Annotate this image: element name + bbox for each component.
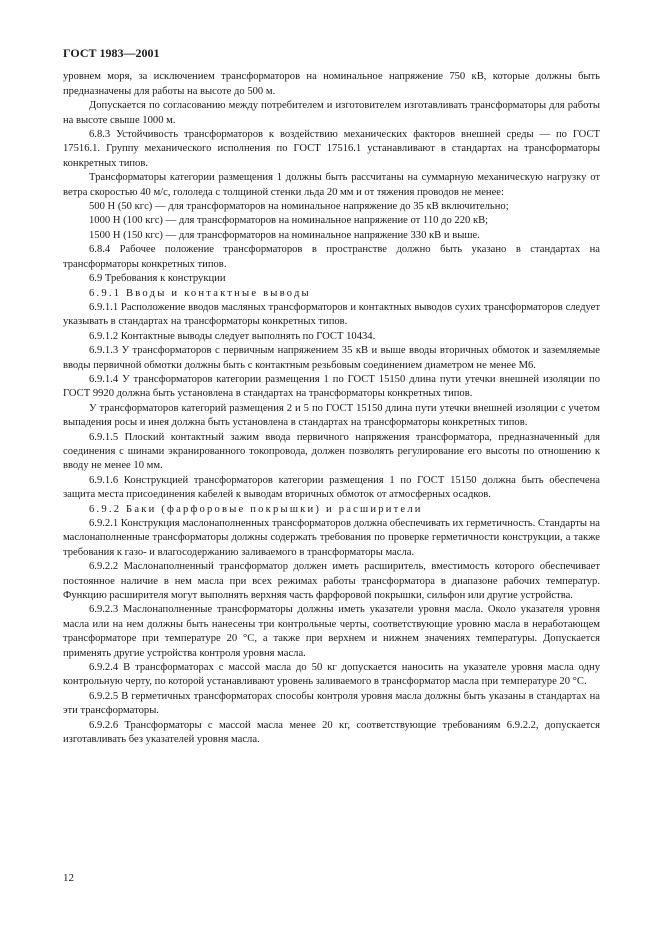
paragraph: 6.8.4 Рабочее положение трансформаторов в пространстве должно быть указано в стандартах на трансформаторы конкретных типов. xyxy=(63,244,600,270)
document-page xyxy=(63,46,600,748)
paragraph: 6.9.2.6 Трансформаторы с массой масла менее 20 кг, соответствующие требованиям 6.9.2.2, допускается изготавливать без указателей уровня масла. xyxy=(63,719,600,746)
paragraph: 6.9.2.2 Маслонаполненный трансформатор должен иметь расширитель, вместимость которого обеспечивает постоянное наличие в нем масла при всех режимах работы трансформатора в диапазоне рабочих температур. Функцию расширителя могут выполнять верхняя часть фарфоровой покрышки, сильфон или другие устройства. xyxy=(63,561,600,602)
paragraph: 6.9.2.3 Маслонаполненные трансформаторы должны иметь указатели уровня масла. Около указателя уровня масла или на нем должны быть нанесены три контрольные черты, соответствующие уровню масла в неработающем трансформаторе при температуре 20 °С, а также при верхнем и нижнем значениях температуры. Допускается применять другие устройства контроля уровня масла. xyxy=(63,604,600,659)
paragraph: У трансформаторов категорий размещения 2 и 5 по ГОСТ 15150 длина пути утечки внешней изоляции с учетом выпадения росы и инея должна быть установлена в стандартах на трансформаторы конкретных типов. xyxy=(63,402,600,429)
paragraph: 6.9.1.3 У трансформаторов с первичным напряжением 35 кВ и выше вводы вторичных обмоток и заземляемые вводы первичной обмотки должны быть с контактным резьбовым соединением диаметром не менее М6. xyxy=(63,345,600,371)
paragraph: 6.9.1.5 Плоский контактный зажим ввода первичного напряжения трансформатора, предназначенный для соединения с шинами экранированного токопровода, должен позволять регулирование его высоты по отношению к вводу не менее 10 мм. xyxy=(63,431,600,472)
paragraph: 6.9.2.4 В трансформаторах с массой масла до 50 кг допускается наносить на указателе уровня масла одну контрольную черту, по которой устанавливают уровень заливаемого в трансформатор масла при температуре 20 °С. xyxy=(63,662,600,688)
list-item: 500 Н (50 кгс) — для трансформаторов на номинальное напряжение до 35 кВ включительно; xyxy=(89,201,509,213)
page-number: 12 xyxy=(63,872,74,884)
paragraph: 6.9.1.1 Расположение вводов масляных трансформаторов и контактных выводов сухих трансформаторов следует указывать в стандартах на трансформаторы конкретных типов. xyxy=(63,301,600,328)
subsection-heading: 6.9.1 Вводы и контактные выводы xyxy=(89,287,311,299)
paragraph: уровнем моря, за исключением трансформаторов на номинальное напряжение 750 кВ, которые должны быть предназначены для работы на высоте до 500 м. xyxy=(63,71,600,97)
paragraph: Допускается по согласованию между потребителем и изготовителем изготавливать трансформаторы для работы на высоте свыше 1000 м. xyxy=(63,100,600,126)
paragraph: 6.9.1.2 Контактные выводы следует выполнять по ГОСТ 10434. xyxy=(89,330,376,342)
document-header: ГОСТ 1983—2001 xyxy=(63,46,160,60)
paragraph: 6.9.1.6 Конструкцией трансформаторов категории размещения 1 по ГОСТ 15150 должна быть обеспечена защита места присоединения кабелей к выводам вторичных обмоток от атмосферных осадков. xyxy=(63,474,600,501)
subsection-heading: 6.9.2 Баки (фарфоровые покрышки) и расширители xyxy=(89,503,423,515)
paragraph: 6.8.3 Устойчивость трансформаторов к воздействию механических факторов внешней среды — по ГОСТ 17516.1. Группу механического исполнения по ГОСТ 17516.1 устанавливают в стандартах на трансформаторы конкретных типов. xyxy=(63,129,600,169)
paragraph: Трансформаторы категории размещения 1 должны быть рассчитаны на суммарную механическую нагрузку от ветра скоростью 40 м/с, гололеда с толщиной стенки льда 20 мм и от тяжения проводов не менее: xyxy=(63,172,600,198)
paragraph: 6.9.1.4 У трансформаторов категории размещения 1 по ГОСТ 15150 длина пути утечки внешней изоляции по ГОСТ 9920 должна быть установлена в стандартах на трансформаторы конкретных типов. xyxy=(63,373,600,400)
paragraph: 6.9.2.1 Конструкция маслонаполненных трансформаторов должна обеспечивать их герметичность. Стандарты на маслонаполненные трансформаторы должны содержать требования по проверке герметичности конструкции, а также требования к газо- и влагосодержанию заливаемого в трансформаторы масла. xyxy=(63,518,600,558)
list-item: 1500 Н (150 кгс) — для трансформаторов на номинальное напряжение 330 кВ и выше. xyxy=(89,229,480,241)
list-item: 1000 Н (100 кгс) — для трансформаторов на номинальное напряжение от 110 до 220 кВ; xyxy=(89,215,489,227)
paragraph: 6.9.2.5 В герметичных трансформаторах способы контроля уровня масла должны быть указаны в стандартах на эти трансформаторы. xyxy=(63,690,600,717)
section-heading: 6.9 Требования к конструкции xyxy=(89,273,226,285)
